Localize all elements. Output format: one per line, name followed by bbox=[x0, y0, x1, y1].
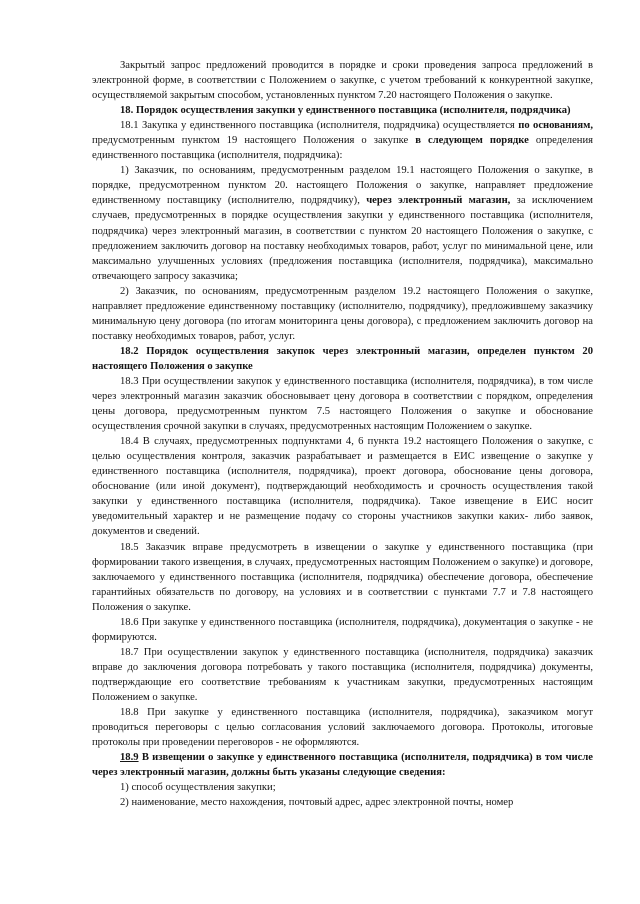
item-1-part-b: через электронный магазин, bbox=[366, 195, 511, 207]
paragraph-18-9-number: 18.9 bbox=[120, 752, 139, 764]
intro-paragraph: Закрытый запрос предложений проводится в порядке и сроки проведения запроса предложений в электронной форме, в соответствии с Положением о закупке, с учетом требований к конкурентной закупке, осуществляемой закрытым способом, установленных пунктом 7.20 настоящего Положения о закупке. bbox=[92, 60, 593, 102]
paragraph-18-1-part-a: 18.1 Закупка у единственного поставщика (исполнителя, подрядчика) осуществляется bbox=[120, 120, 519, 132]
paragraph-18-2: 18.2 Порядок осуществления закупок через электронный магазин, определен пунктом 20 настоящего Положения о закупке bbox=[92, 345, 593, 372]
paragraph-18-9-item-1: 1) способ осуществления закупки; bbox=[120, 782, 276, 794]
item-1-part-a: 1) Заказчик, по основаниям, предусмотренным разделом 19.1 настоящего Положения о закупке, в порядке, предусмотренном пунктом 20. настоящего Положения о закупке, направляет предложение единственному поставщику (исполнителю, подрядчику), bbox=[92, 165, 593, 207]
paragraph-18-9-text: В извещении о закупке у единственного поставщика (исполнителя, подрядчика) в том числе через электронный магазин, должны быть указаны следующие сведения: bbox=[92, 752, 593, 779]
paragraph-18-1-part-c: предусмотренным пунктом 19 настоящего Положения о закупке bbox=[92, 135, 416, 147]
paragraph-18-1-part-d: в следующем порядке bbox=[415, 135, 529, 147]
paragraph-18-1-part-e: определения единственного поставщика (исполнителя, подрядчика): bbox=[92, 135, 593, 162]
paragraph-18-9-item-2: 2) наименование, место нахождения, почтовый адрес, адрес электронной почты, номер bbox=[120, 797, 514, 809]
item-1-part-c: за исключением случаев, предусмотренных в порядке осуществления закупки у единственного поставщика (исполнителя, подрядчика) через электронный магазин, в соответствии с пунктом 20 настоящего Положения о закупке, с предложением заключить договор на поставку необходимых товаров, работ, услуг по минимальной цене, или максимально улучшенных условиях (предложения поставщика (исполнителя, подрядчика), максимально отвечающего запросу заказчика; bbox=[92, 195, 593, 282]
paragraph-18-3: 18.3 При осуществлении закупок у единственного поставщика (исполнителя, подрядчика), в том числе через электронный магазин заказчик обосновывает цену договора в соответствии с порядком, определения цены договора, предусмотренным пунктом 7.5 настоящего Положения о закупке и обоснование осуществления срочной закупки в случаях, предусмотренных настоящим Положением о закупке. bbox=[92, 375, 593, 433]
paragraph-18-7: 18.7 При осуществлении закупок у единственного поставщика (исполнителя, подрядчика) заказчик вправе до заключения договора потребовать у такого поставщика (исполнителя, подрядчика) документы, подтверждающие его соответствие требованиям к участникам закупки, предусмотренных настоящим Положением о закупке. bbox=[92, 646, 593, 703]
paragraph-18-8: 18.8 При закупке у единственного поставщика (исполнителя, подрядчика), заказчиком могут проводиться переговоры с целью согласования условий заключаемого договора. Протоколы, итоговые протоколы при проведении переговоров - не оформляются. bbox=[92, 707, 593, 749]
paragraph-18-5: 18.5 Заказчик вправе предусмотреть в извещении о закупке у единственного поставщика (при формировании такого извещения, в случаях, предусмотренных настоящим Положением о закупке) и договоре, заключаемого у единственного поставщика (исполнителя, подрядчика) обеспечение договора, обеспечение гарантийных обязательств по договору, на условиях и в соответствии с пунктами 7.7 и 7.8 настоящего Положения о закупке. bbox=[92, 541, 593, 613]
paragraph-18-9 bbox=[92, 750, 593, 780]
paragraph-18-1 bbox=[92, 118, 593, 163]
paragraph-18-1-item-2: 2) Заказчик, по основаниям, предусмотренным разделом 19.2 настоящего Положения о закупке, направляет предложение единственному поставщику (исполнителю, подрядчику), предложившему заказчику минимальную цену договора (по итогам мониторинга цены договора), с предложением заключить договор на поставку необходимых товаров, работ, услуг. bbox=[92, 285, 593, 342]
paragraph-18-1-part-b: по основаниям, bbox=[518, 120, 593, 132]
paragraph-18-6: 18.6 При закупке у единственного поставщика (исполнителя, подрядчика), документация о закупке - не формируются. bbox=[92, 616, 593, 643]
paragraph-18-1-item-1 bbox=[92, 163, 593, 283]
paragraph-18-4: 18.4 В случаях, предусмотренных подпунктами 4, 6 пункта 19.2 настоящего Положения о закупке, с целью осуществления контроля, заказчик разрабатывает и размещается в ЕИС извещение о закупке у единственного поставщика (исполнителя, подрядчика), проект договора, обоснование цены договора, обоснование (или иной документ), подтверждающий необходимость и срочность осуществления такой закупки у единственного поставщика (исполнителя, подрядчика). Такое извещение в ЕИС носит уведомительный характер и не размещение подачу со стороны участников закупки каких- либо заявок, документов и сведений. bbox=[92, 436, 593, 538]
section-heading: 18. Порядок осуществления закупки у единственного поставщика (исполнителя, подрядчика) bbox=[120, 105, 571, 117]
